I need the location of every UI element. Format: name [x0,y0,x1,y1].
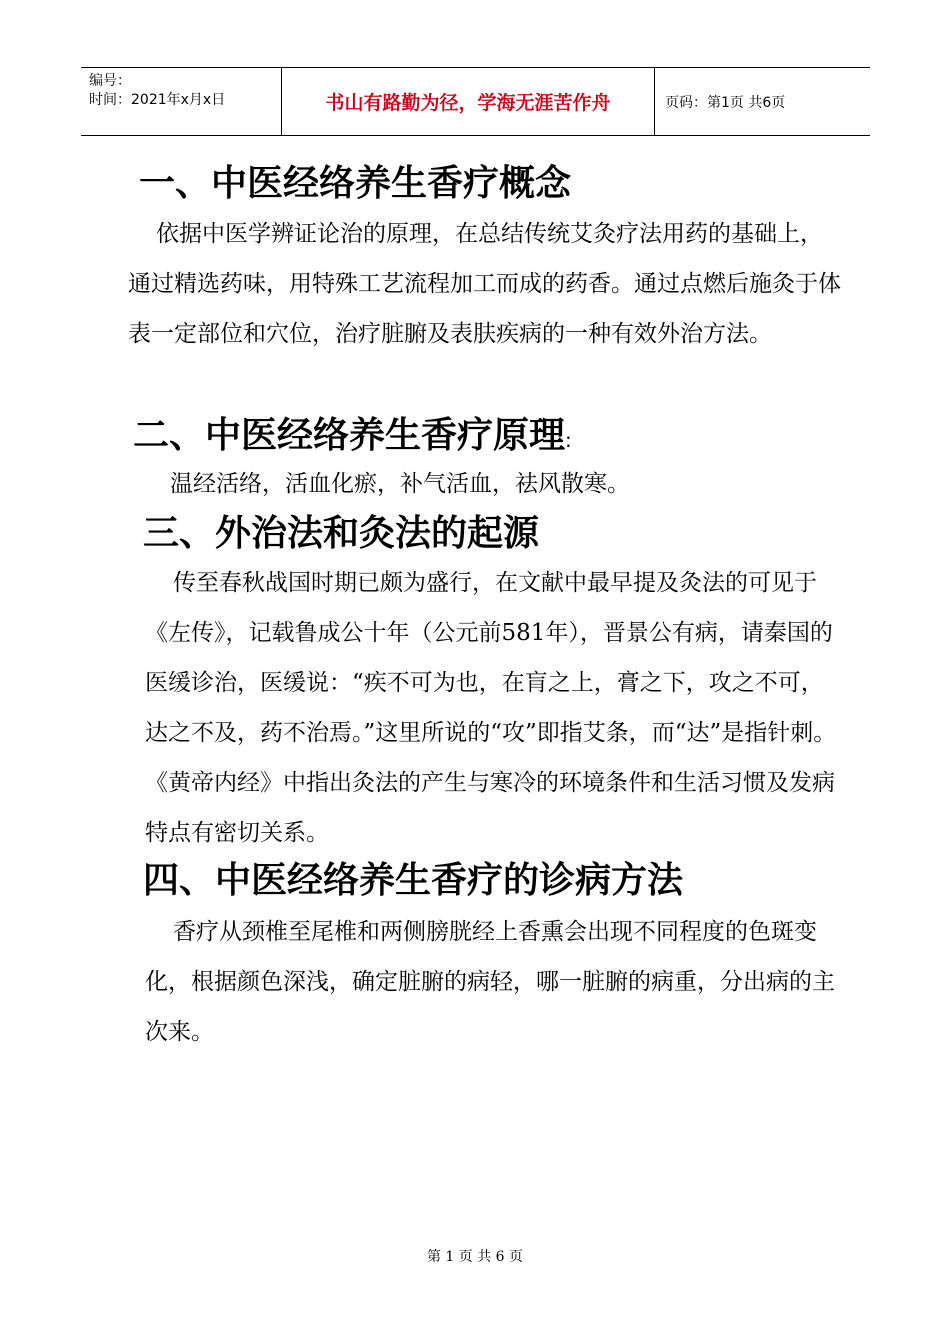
document-header [81,67,870,136]
section-heading-3: 三、外治法和灸法的起源 [143,513,540,554]
time-label: 时间：2021年x月x日 [89,92,226,108]
header-meta [81,68,281,135]
page-footer: 第 1 页 共 6 页 [426,1249,524,1265]
header-motto: 书山有路勤为径，学海无涯苦作舟 [281,68,655,135]
section-paragraph-3: 传至春秋战国时期已颇为盛行，在文献中最早提及灸法的可见于《左传》，记载鲁成公十年（公元前581年），晋景公有病，请秦国的医缓诊治，医缓说：“疾不可为也，在肓之上，膏之下，攻之不可，达之不及，药不治焉。”这里所说的“攻”即指艾条，而“达”是指针刺。《黄帝内经》中指出灸法的产生与寒冷的环境条件和生活习惯及发病特点有密切关系。 [145,570,837,846]
header-page-info: 页码：第1页 共6页 [665,94,786,111]
section-heading-4: 四、中医经络养生香疗的诊病方法 [143,860,684,901]
section-paragraph-4: 香疗从颈椎至尾椎和两侧膀胱经上香熏会出现不同程度的色斑变化，根据颜色深浅，确定脏腑的病轻，哪一脏腑的病重，分出病的主次来。 [145,919,835,1045]
section-heading-2-text: 二、中医经络养生香疗原理 [133,415,566,456]
section-heading-2-suffix: : [565,428,572,452]
section-paragraph-2: 温经活络，活血化瘀，补气活血，祛风散寒。 [170,471,630,497]
number-label: 编号： [89,73,131,89]
section-heading-2 [133,414,572,462]
section-paragraph-1: 依据中医学辨证论治的原理，在总结传统艾灸疗法用药的基础上，通过精选药味，用特殊工艺流程加工而成的药香。通过点燃后施灸于体表一定部位和穴位，治疗脏腑及表肤疾病的一种有效外治方法。 [128,221,841,347]
section-heading-1: 一、中医经络养生香疗概念 [139,163,572,204]
